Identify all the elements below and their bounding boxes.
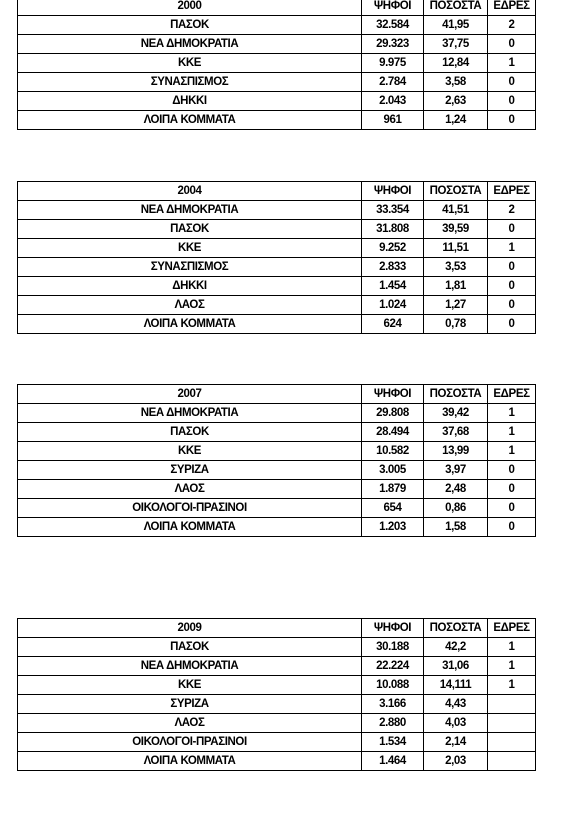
votes-value: 9.975 <box>362 54 424 73</box>
seats-header: ΕΔΡΕΣ <box>488 385 536 404</box>
percent-value: 41,51 <box>424 201 488 220</box>
percent-value: 31,06 <box>424 657 488 676</box>
party-name: ΛΑΟΣ <box>18 714 362 733</box>
party-name: ΠΑΣΟΚ <box>18 16 362 35</box>
votes-value: 3.166 <box>362 695 424 714</box>
table-row <box>18 258 536 277</box>
votes-value: 1.464 <box>362 752 424 771</box>
percent-value: 37,75 <box>424 35 488 54</box>
year-header: 2000 <box>18 0 362 16</box>
percent-value: 39,59 <box>424 220 488 239</box>
seats-value: 0 <box>488 92 536 111</box>
party-name: ΚΚΕ <box>18 676 362 695</box>
votes-header: ΨΗΦΟΙ <box>362 0 424 16</box>
seats-value: 1 <box>488 638 536 657</box>
votes-value: 2.833 <box>362 258 424 277</box>
votes-value: 1.454 <box>362 277 424 296</box>
table-row <box>18 638 536 657</box>
votes-value: 2.043 <box>362 92 424 111</box>
table-row <box>18 220 536 239</box>
table-header-row <box>18 385 536 404</box>
percent-value: 3,58 <box>424 73 488 92</box>
votes-value: 10.088 <box>362 676 424 695</box>
percent-header: ΠΟΣΟΣΤΑ <box>424 182 488 201</box>
seats-value: 1 <box>488 676 536 695</box>
party-name: ΛΑΟΣ <box>18 296 362 315</box>
votes-value: 624 <box>362 315 424 334</box>
seats-value <box>488 714 536 733</box>
percent-value: 1,81 <box>424 277 488 296</box>
votes-value: 961 <box>362 111 424 130</box>
seats-value <box>488 733 536 752</box>
votes-value: 1.534 <box>362 733 424 752</box>
votes-value: 29.323 <box>362 35 424 54</box>
percent-header: ΠΟΣΟΣΤΑ <box>424 385 488 404</box>
party-name: ΚΚΕ <box>18 54 362 73</box>
table-row <box>18 239 536 258</box>
votes-value: 22.224 <box>362 657 424 676</box>
table-row <box>18 752 536 771</box>
seats-value: 0 <box>488 499 536 518</box>
votes-value: 654 <box>362 499 424 518</box>
percent-value: 37,68 <box>424 423 488 442</box>
seats-value: 1 <box>488 54 536 73</box>
seats-header: ΕΔΡΕΣ <box>488 182 536 201</box>
results-table-2009 <box>17 618 536 771</box>
percent-value: 3,53 <box>424 258 488 277</box>
party-name: ΛΑΟΣ <box>18 480 362 499</box>
seats-value: 1 <box>488 239 536 258</box>
table-row <box>18 461 536 480</box>
table-row <box>18 676 536 695</box>
party-name: ΛΟΙΠΑ ΚΟΜΜΑΤΑ <box>18 518 362 537</box>
percent-value: 2,63 <box>424 92 488 111</box>
seats-value: 0 <box>488 461 536 480</box>
votes-value: 29.808 <box>362 404 424 423</box>
percent-value: 4,43 <box>424 695 488 714</box>
percent-value: 41,95 <box>424 16 488 35</box>
seats-value: 0 <box>488 480 536 499</box>
seats-value: 0 <box>488 35 536 54</box>
seats-value: 0 <box>488 258 536 277</box>
percent-value: 39,42 <box>424 404 488 423</box>
party-name: ΝΕΑ ΔΗΜΟΚΡΑΤΙΑ <box>18 404 362 423</box>
votes-value: 28.494 <box>362 423 424 442</box>
table-row <box>18 657 536 676</box>
percent-value: 2,03 <box>424 752 488 771</box>
table-row <box>18 54 536 73</box>
table-header-row <box>18 182 536 201</box>
table-row <box>18 404 536 423</box>
seats-value: 0 <box>488 111 536 130</box>
party-name: ΠΑΣΟΚ <box>18 423 362 442</box>
percent-header: ΠΟΣΟΣΤΑ <box>424 619 488 638</box>
party-name: ΠΑΣΟΚ <box>18 638 362 657</box>
party-name: ΠΑΣΟΚ <box>18 220 362 239</box>
seats-value <box>488 752 536 771</box>
table-header-row <box>18 619 536 638</box>
table-row <box>18 714 536 733</box>
table-row <box>18 277 536 296</box>
seats-value: 1 <box>488 442 536 461</box>
table-row <box>18 296 536 315</box>
votes-value: 33.354 <box>362 201 424 220</box>
percent-value: 12,84 <box>424 54 488 73</box>
table-row <box>18 111 536 130</box>
percent-value: 0,86 <box>424 499 488 518</box>
seats-value: 1 <box>488 423 536 442</box>
percent-value: 13,99 <box>424 442 488 461</box>
party-name: ΣΥΡΙΖΑ <box>18 695 362 714</box>
votes-value: 10.582 <box>362 442 424 461</box>
seats-value: 1 <box>488 657 536 676</box>
party-name: ΝΕΑ ΔΗΜΟΚΡΑΤΙΑ <box>18 201 362 220</box>
percent-header: ΠΟΣΟΣΤΑ <box>424 0 488 16</box>
party-name: ΚΚΕ <box>18 239 362 258</box>
seats-header: ΕΔΡΕΣ <box>488 0 536 16</box>
table-row <box>18 695 536 714</box>
table-row <box>18 733 536 752</box>
party-name: ΝΕΑ ΔΗΜΟΚΡΑΤΙΑ <box>18 657 362 676</box>
seats-value: 0 <box>488 73 536 92</box>
votes-value: 3.005 <box>362 461 424 480</box>
party-name: ΛΟΙΠΑ ΚΟΜΜΑΤΑ <box>18 315 362 334</box>
seats-value: 2 <box>488 16 536 35</box>
percent-value: 1,24 <box>424 111 488 130</box>
party-name: ΟΙΚΟΛΟΓΟΙ-ΠΡΑΣΙΝΟΙ <box>18 733 362 752</box>
votes-value: 1.024 <box>362 296 424 315</box>
seats-value <box>488 695 536 714</box>
party-name: ΣΥΝΑΣΠΙΣΜΟΣ <box>18 258 362 277</box>
votes-header: ΨΗΦΟΙ <box>362 385 424 404</box>
votes-value: 1.203 <box>362 518 424 537</box>
table-row <box>18 73 536 92</box>
table-row <box>18 16 536 35</box>
table-row <box>18 499 536 518</box>
table-row <box>18 442 536 461</box>
votes-value: 2.784 <box>362 73 424 92</box>
party-name: ΛΟΙΠΑ ΚΟΜΜΑΤΑ <box>18 111 362 130</box>
percent-value: 2,48 <box>424 480 488 499</box>
percent-value: 14,111 <box>424 676 488 695</box>
seats-value: 0 <box>488 220 536 239</box>
year-header: 2009 <box>18 619 362 638</box>
seats-value: 0 <box>488 518 536 537</box>
seats-value: 0 <box>488 296 536 315</box>
table-row <box>18 518 536 537</box>
table-row <box>18 480 536 499</box>
party-name: ΛΟΙΠΑ ΚΟΜΜΑΤΑ <box>18 752 362 771</box>
party-name: ΚΚΕ <box>18 442 362 461</box>
results-table-2000 <box>17 0 536 130</box>
percent-value: 11,51 <box>424 239 488 258</box>
table-row <box>18 315 536 334</box>
party-name: ΝΕΑ ΔΗΜΟΚΡΑΤΙΑ <box>18 35 362 54</box>
table-row <box>18 92 536 111</box>
seats-header: ΕΔΡΕΣ <box>488 619 536 638</box>
seats-value: 0 <box>488 315 536 334</box>
votes-header: ΨΗΦΟΙ <box>362 619 424 638</box>
votes-value: 1.879 <box>362 480 424 499</box>
table-header-row <box>18 0 536 16</box>
votes-value: 30.188 <box>362 638 424 657</box>
percent-value: 42,2 <box>424 638 488 657</box>
party-name: ΔΗΚΚΙ <box>18 92 362 111</box>
seats-value: 2 <box>488 201 536 220</box>
seats-value: 1 <box>488 404 536 423</box>
votes-value: 31.808 <box>362 220 424 239</box>
percent-value: 4,03 <box>424 714 488 733</box>
votes-value: 9.252 <box>362 239 424 258</box>
year-header: 2004 <box>18 182 362 201</box>
party-name: ΟΙΚΟΛΟΓΟΙ-ΠΡΑΣΙΝΟΙ <box>18 499 362 518</box>
table-row <box>18 423 536 442</box>
votes-value: 2.880 <box>362 714 424 733</box>
percent-value: 1,27 <box>424 296 488 315</box>
table-row <box>18 201 536 220</box>
percent-value: 1,58 <box>424 518 488 537</box>
votes-value: 32.584 <box>362 16 424 35</box>
percent-value: 3,97 <box>424 461 488 480</box>
results-table-2004 <box>17 181 536 334</box>
percent-value: 0,78 <box>424 315 488 334</box>
year-header: 2007 <box>18 385 362 404</box>
party-name: ΣΥΡΙΖΑ <box>18 461 362 480</box>
seats-value: 0 <box>488 277 536 296</box>
votes-header: ΨΗΦΟΙ <box>362 182 424 201</box>
party-name: ΣΥΝΑΣΠΙΣΜΟΣ <box>18 73 362 92</box>
results-table-2007 <box>17 384 536 537</box>
table-row <box>18 35 536 54</box>
party-name: ΔΗΚΚΙ <box>18 277 362 296</box>
percent-value: 2,14 <box>424 733 488 752</box>
